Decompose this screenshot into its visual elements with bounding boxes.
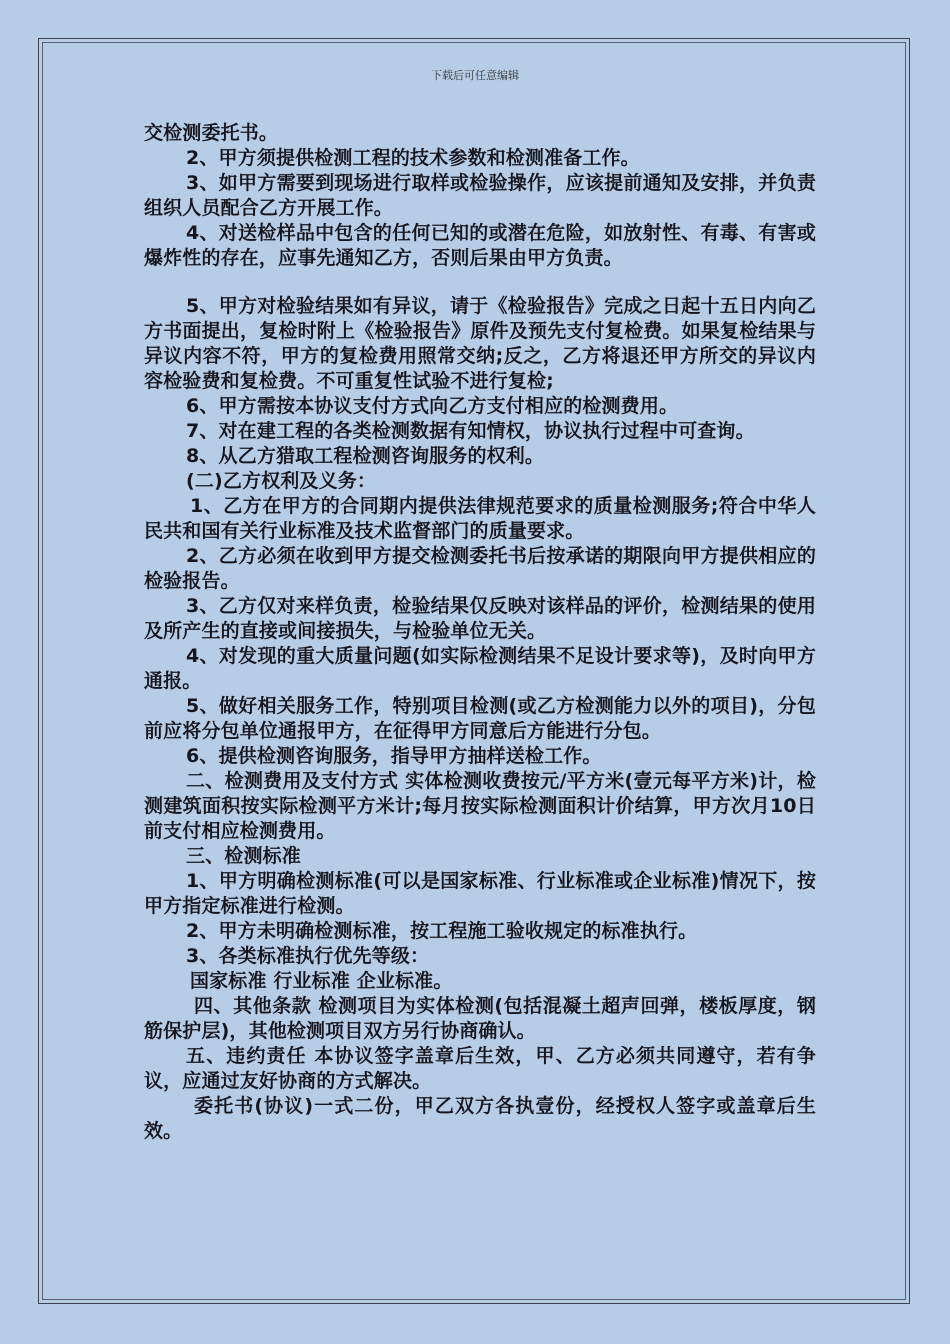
paragraph-b3: 3、乙方仅对来样负责，检验结果仅反映对该样品的评价，检测结果的使用及所产生的直接或间接损失，与检验单位无关。	[144, 595, 816, 642]
paragraph-copies: 委托书(协议)一式二份，甲乙双方各执壹份，经授权人签字或盖章后生效。	[144, 1095, 816, 1142]
paragraph-s1: 1、甲方明确检测标准(可以是国家标准、行业标准或企业标准)情况下，按甲方指定标准进行检测。	[144, 870, 816, 917]
paragraph-a2: 2、甲方须提供检测工程的技术参数和检测准备工作。	[186, 147, 640, 169]
paragraph-a8: 8、从乙方猎取工程检测咨询服务的权利。	[186, 445, 545, 467]
document-body	[144, 121, 816, 1144]
paragraph-s3: 3、各类标准执行优先等级：	[186, 945, 430, 967]
paragraph-b2: 2、乙方必须在收到甲方提交检测委托书后按承诺的期限向甲方提供相应的检验报告。	[144, 545, 816, 592]
paragraph-standard-levels: 国家标准 行业标准 企业标准。	[190, 970, 453, 992]
header-note: 下载后可任意编辑	[431, 69, 519, 82]
paragraph-a5: 5、甲方对检验结果如有异议，请于《检验报告》完成之日起十五日内向乙方书面提出，复检时附上《检验报告》原件及预先支付复检费。如果复检结果与异议内容不符，甲方的复检费用照常交纳;反之，乙方将退还甲方所交的异议内容检验费和复检费。不可重复性试验不进行复检;	[144, 295, 816, 392]
paragraph-a4: 4、对送检样品中包含的任何已知的或潜在危险，如放射性、有毒、有害或爆炸性的存在，应事先通知乙方，否则后果由甲方负责。	[144, 222, 816, 269]
section-fees: 二、检测费用及支付方式 实体检测收费按元/平方米(壹元每平方米)计，检测建筑面积按实际检测平方米计;每月按实际检测面积计价结算，甲方次月10日前支付相应检测费用。	[144, 770, 816, 842]
paragraph-gap	[144, 271, 816, 294]
section-heading-party-b: (二)乙方权利及义务：	[186, 470, 377, 492]
paragraph-a7: 7、对在建工程的各类检测数据有知情权，协议执行过程中可查询。	[186, 420, 755, 442]
paragraph-b6: 6、提供检测咨询服务，指导甲方抽样送检工作。	[186, 745, 602, 767]
paragraph-a3: 3、如甲方需要到现场进行取样或检验操作，应该提前通知及安排，并负责组织人员配合乙方开展工作。	[144, 172, 816, 219]
section-heading-standards: 三、检测标准	[186, 845, 301, 867]
section-other-terms: 四、其他条款 检测项目为实体检测(包括混凝土超声回弹，楼板厚度，钢筋保护层)，其他检测项目双方另行协商确认。	[144, 995, 816, 1042]
paragraph-s2: 2、甲方未明确检测标准，按工程施工验收规定的标准执行。	[186, 920, 698, 942]
paragraph-continuation: 交检测委托书。	[144, 122, 279, 144]
paragraph-b4: 4、对发现的重大质量问题(如实际检测结果不足设计要求等)，及时向甲方通报。	[144, 645, 816, 692]
paragraph-b1: 1、乙方在甲方的合同期内提供法律规范要求的质量检测服务;符合中华人民共和国有关行业标准及技术监督部门的质量要求。	[144, 495, 816, 542]
paragraph-b5: 5、做好相关服务工作，特别项目检测(或乙方检测能力以外的项目)，分包前应将分包单位通报甲方，在征得甲方同意后方能进行分包。	[144, 695, 816, 742]
paragraph-a6: 6、甲方需按本协议支付方式向乙方支付相应的检测费用。	[186, 395, 679, 417]
section-liability: 五、违约责任 本协议签字盖章后生效，甲、乙方必须共同遵守，若有争议，应通过友好协商的方式解决。	[144, 1045, 816, 1092]
